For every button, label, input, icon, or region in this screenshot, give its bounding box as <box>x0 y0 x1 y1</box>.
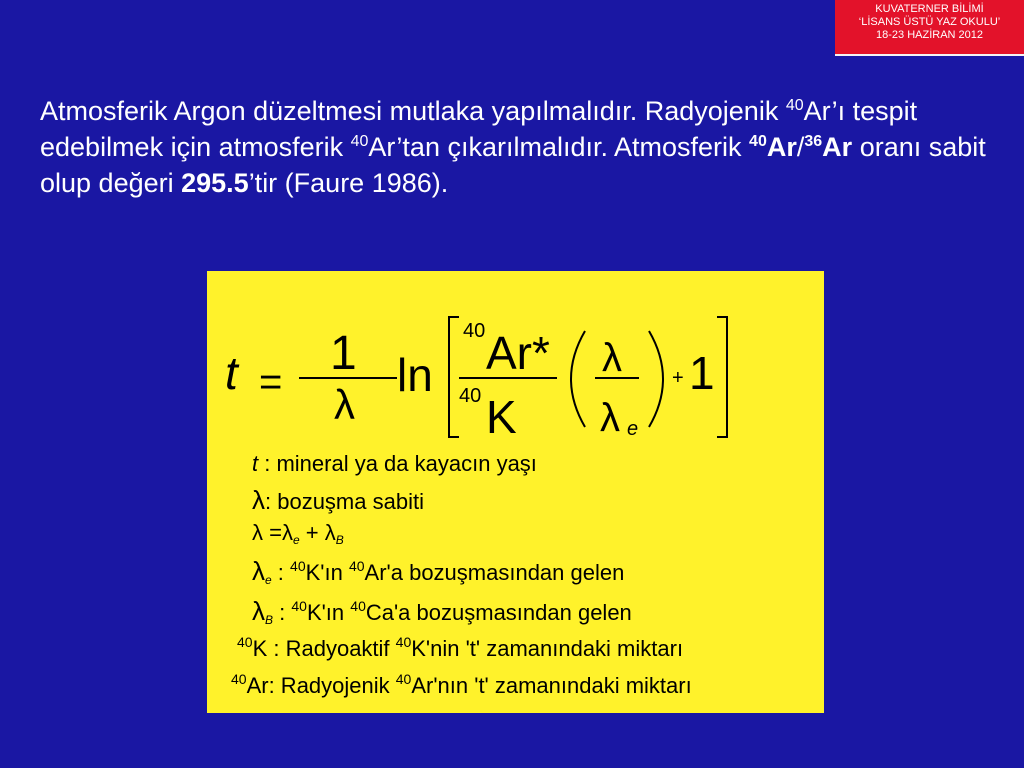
eq-k: K <box>486 391 517 443</box>
legend-lb-sup-1: 40 <box>291 598 307 614</box>
legend-sum-plus: + <box>305 520 319 545</box>
legend-ar <box>231 673 692 699</box>
eq-lambda-top: λ <box>602 336 622 380</box>
para-text-1: Atmosferik Argon düzeltmesi mutlaka yapılmalıdır. Radyojenik <box>40 96 786 126</box>
legend-sum-lambda-b: λ <box>324 520 336 545</box>
para-bold-ar-2: Ar <box>822 132 853 162</box>
para-text-4: oranı sabit olup değeri <box>40 132 986 198</box>
para-text-2: Ar’ı tespit edebilmek için atmosferik <box>40 96 918 162</box>
legend-k-sup-2: 40 <box>395 634 412 650</box>
eq-sup-40-ar: 40 <box>463 320 486 342</box>
legend-sum-lambda: λ <box>252 520 263 545</box>
eq-one-right: 1 <box>689 347 715 399</box>
legend-lb-sub: B <box>265 613 274 627</box>
para-bold-value: 295.5 <box>181 168 249 198</box>
formula-panel <box>207 271 824 713</box>
legend-le-text-1: K'ın <box>305 560 349 585</box>
eq-t: t <box>225 347 238 399</box>
legend-lambda <box>252 485 424 516</box>
para-sup-4: 36 <box>804 133 823 150</box>
badge-line-3: 18-23 HAZİRAN 2012 <box>876 29 983 41</box>
legend-lb-sup-2: 40 <box>350 598 366 614</box>
eq-equals: = <box>259 360 283 404</box>
legend-lb-colon: : <box>273 600 292 625</box>
legend-k-symbol: K <box>252 636 268 661</box>
legend-lambda-symbol: λ <box>252 485 265 515</box>
eq-sup-40-k: 40 <box>459 385 482 407</box>
intro-paragraph <box>40 93 1000 201</box>
eq-sub-e: e <box>627 418 639 440</box>
legend-lambda-sum <box>252 520 344 546</box>
eq-plus: + <box>672 367 684 389</box>
legend-ar-sup: 40 <box>231 671 247 687</box>
legend-ar-text-1: : Radyojenik <box>268 673 396 698</box>
legend-le-sup-2: 40 <box>348 558 365 574</box>
legend-ar-text-2: Ar'nın 't' zamanındaki miktarı <box>411 673 692 698</box>
legend-sum-equals: = <box>269 520 282 545</box>
legend-le-sub: e <box>265 573 272 587</box>
para-bold-ar-1: Ar <box>766 132 797 162</box>
legend-sum-sub-e: e <box>292 533 300 547</box>
badge-line-2: ‘LİSANS ÜSTÜ YAZ OKULU’ <box>858 16 1001 28</box>
legend-k-text-2: K'nin 't' zamanındaki miktarı <box>411 636 684 661</box>
para-slash: / <box>796 132 805 162</box>
legend-sum-lambda-e: λ <box>281 520 293 545</box>
legend-t <box>252 451 537 477</box>
para-text-3: Ar’tan çıkarılmalıdır. Atmosferik <box>368 132 750 162</box>
legend-le-colon: : <box>271 560 291 585</box>
legend-t-text: : mineral ya da kayacın yaşı <box>258 451 537 476</box>
para-sup-2: 40 <box>350 133 369 150</box>
para-sup-1: 40 <box>785 97 804 114</box>
eq-ln: ln <box>397 349 433 401</box>
eq-right-paren <box>649 331 663 427</box>
legend-k <box>237 636 683 662</box>
eq-left-paren <box>571 331 585 427</box>
eq-right-bracket <box>717 317 727 437</box>
legend-le-sup-1: 40 <box>290 558 306 574</box>
eq-left-bracket <box>449 317 459 437</box>
legend-k-text-1: : Radyoaktif <box>267 636 396 661</box>
para-sup-3: 40 <box>749 133 767 150</box>
eq-one: 1 <box>330 327 357 380</box>
legend-lambda-text: : bozuşma sabiti <box>265 489 424 514</box>
legend-sum-sub-b: B <box>335 533 344 547</box>
legend-lb-text-2: Ca'a bozuşmasından gelen <box>365 600 632 625</box>
legend-k-sup: 40 <box>237 634 253 650</box>
legend-lb-symbol: λ <box>252 596 265 626</box>
legend-le-symbol: λ <box>252 556 265 586</box>
para-text-5: ’tir (Faure 1986). <box>248 168 449 198</box>
legend-le-text-2: Ar'a bozuşmasından gelen <box>364 560 625 585</box>
legend-lb-text-1: K'ın <box>306 600 351 625</box>
legend-t-symbol: t <box>252 451 259 476</box>
eq-ar-star: Ar* <box>486 327 550 379</box>
legend-ar-symbol: Ar <box>246 673 269 698</box>
eq-lambda: λ <box>334 381 355 428</box>
eq-lambda-e: λ <box>600 396 620 440</box>
conference-badge <box>835 0 1024 56</box>
legend-lambda-e <box>252 556 624 587</box>
legend-lambda-b <box>252 596 632 627</box>
badge-line-1: KUVATERNER BİLİMİ <box>875 3 984 15</box>
legend-ar-sup-2: 40 <box>395 671 412 687</box>
